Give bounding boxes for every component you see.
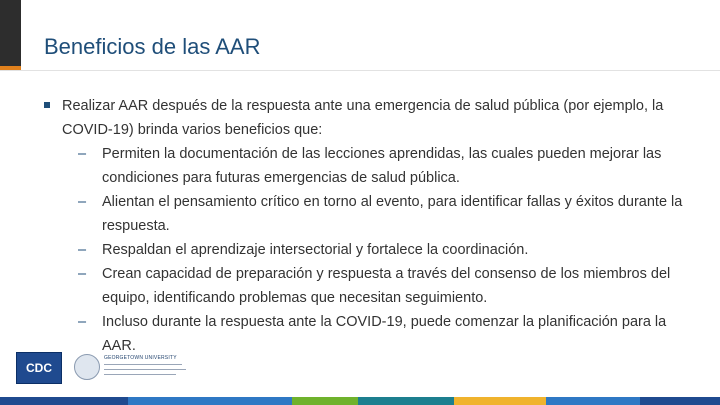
sub-bullet-item [44, 142, 699, 190]
logo-line [104, 364, 182, 365]
dash-bullet-icon: – [78, 314, 87, 330]
georgetown-logo [74, 352, 186, 382]
title-divider [0, 70, 720, 71]
sub-bullet-text: Incluso durante la respuesta ante la COVID-19, puede comenzar la planificación para la AAR. [102, 314, 667, 354]
georgetown-logo-text: GEORGETOWN UNIVERSITY [104, 355, 177, 361]
logo-line [104, 369, 186, 370]
slide-content [44, 94, 699, 358]
sub-bullet-text: Crean capacidad de preparación y respuesta a través del consenso de los miembros del equipo, identificando problemas que necesitan seguimiento. [102, 266, 671, 306]
main-bullet [44, 94, 699, 142]
footer-band-segment [0, 397, 128, 405]
sub-bullet-item [44, 238, 699, 262]
dash-bullet-icon: – [78, 242, 87, 258]
footer-color-band [0, 397, 720, 405]
logo-line [104, 374, 176, 375]
sub-bullet-item [44, 190, 699, 238]
footer-band-segment [358, 397, 454, 405]
sub-bullet-text: Permiten la documentación de las lecciones aprendidas, las cuales pueden mejorar las condiciones para futuras emergencias de salud pública. [102, 146, 662, 186]
dash-bullet-icon: – [78, 266, 87, 282]
dash-bullet-icon: – [78, 194, 87, 210]
footer-band-segment [292, 397, 358, 405]
sub-bullet-item [44, 262, 699, 310]
title-accent-bar [0, 0, 22, 70]
sub-bullet-text: Respaldan el aprendizaje intersectorial y fortalece la coordinación. [102, 242, 529, 258]
sub-bullet-list [44, 142, 699, 358]
footer-band-segment [640, 397, 720, 405]
sub-bullet-text: Alientan el pensamiento crítico en torno al evento, para identificar fallas y éxitos durante la respuesta. [102, 194, 683, 234]
footer-band-segment [454, 397, 546, 405]
main-bullet-text: Realizar AAR después de la respuesta ante una emergencia de salud pública (por ejemplo, la COVID-19) brinda varios beneficios que: [62, 98, 664, 138]
footer-band-segment [546, 397, 640, 405]
footer-band-segment [128, 397, 292, 405]
university-seal-icon [74, 354, 100, 380]
title-dark-block [0, 0, 21, 66]
dash-bullet-icon: – [78, 146, 87, 162]
sub-bullet-item [44, 310, 699, 358]
slide-title: Beneficios de las AAR [44, 34, 261, 59]
cdc-logo: CDC [16, 352, 62, 384]
square-bullet-icon [44, 102, 50, 108]
